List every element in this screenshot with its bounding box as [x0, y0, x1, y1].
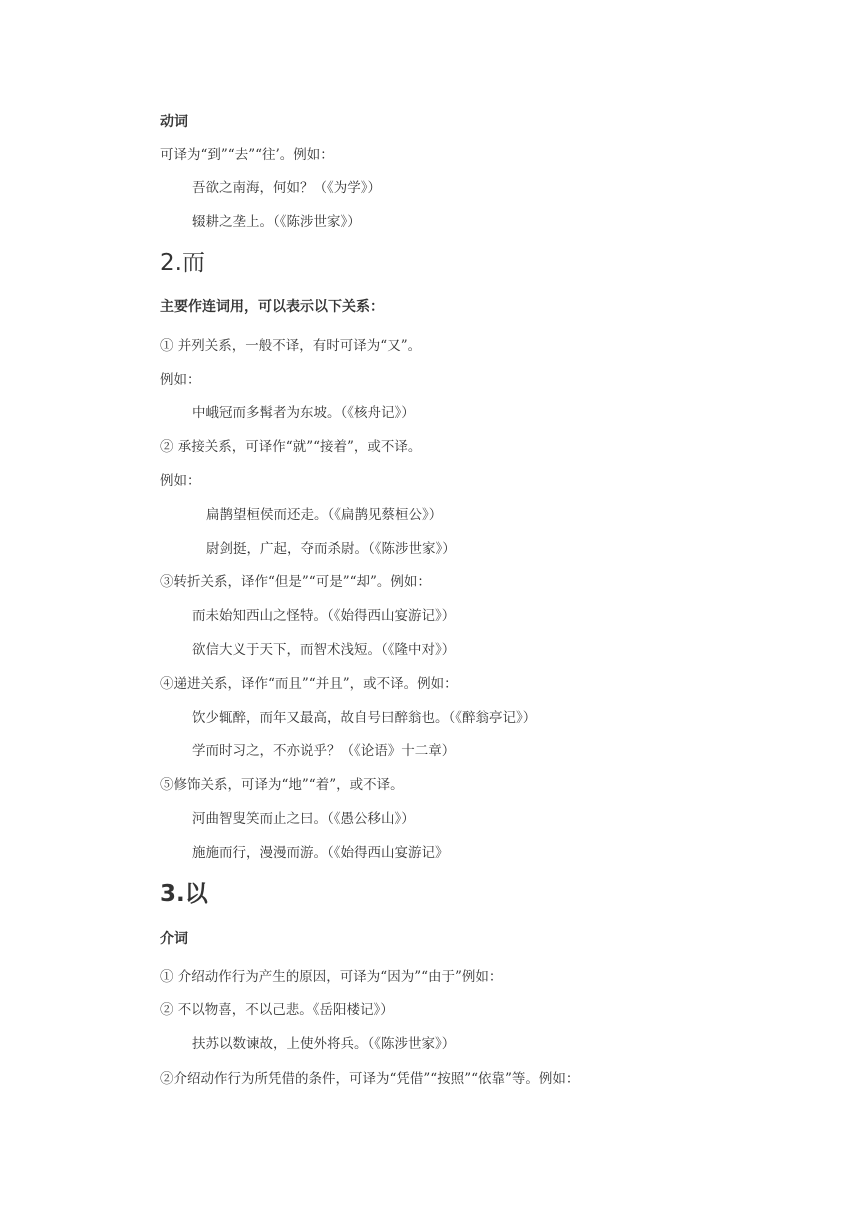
example-line: 扶苏以数谏故，上使外将兵。（《陈涉世家》）	[192, 1036, 456, 1052]
example-line: 扁鹊望桓侯而还走。（《扁鹊见蔡桓公》）	[206, 507, 443, 523]
example-line: 尉剑挺，广起，夺而杀尉。（《陈涉世家》）	[206, 541, 456, 557]
paragraph-line: ② 不以物喜，不以己悲。《岳阳楼记》）	[160, 1002, 394, 1018]
section-heading-yi: 3.以	[160, 881, 208, 907]
section-heading-er: 2.而	[160, 250, 205, 276]
example-line: 欲信大义于天下，而智术浅短。（《隆中对》）	[192, 642, 456, 658]
example-line: 河曲智叟笑而止之曰。（《愚公移山》）	[192, 811, 415, 827]
paragraph-line: ②介绍动作行为所凭借的条件，可译为“凭借”“按照”“依靠”等。例如：	[160, 1071, 580, 1087]
example-line: 而未始知西山之怪特。（《始得西山宴游记》）	[192, 608, 456, 624]
paragraph-line: ③转折关系，译作“但是”“可是”“却”。例如：	[160, 574, 431, 590]
example-line: 学而时习之，不亦说乎？（《论语》十二章）	[192, 743, 456, 759]
paragraph-line: ② 承接关系，可译作“就”“接着”，或不译。	[160, 439, 422, 455]
heading-preposition: 介词	[160, 931, 188, 947]
paragraph-line: ⑤修饰关系，可译为“地”“着”，或不译。	[160, 777, 404, 793]
example-line: 施施而行，漫漫而游。（《始得西山宴游记》	[192, 845, 449, 861]
paragraph-line: ④递进关系，译作“而且”“并且”，或不译。例如：	[160, 676, 458, 692]
paragraph-line: ① 并列关系，一般不译，有时可译为“又”。	[160, 338, 422, 354]
paragraph-line: 例如：	[160, 473, 201, 489]
example-line: 吾欲之南海，何如？（《为学》）	[192, 180, 381, 196]
paragraph-line: ① 介绍动作行为产生的原因，可译为“因为”“由于”例如：	[160, 969, 503, 985]
subheading-conjunction: 主要作连词用，可以表示以下关系：	[160, 299, 384, 315]
example-line: 辍耕之垄上。（《陈涉世家》）	[192, 214, 361, 230]
paragraph-line: 可译为“到”“去”“往’。例如：	[160, 147, 334, 163]
example-line: 中峨冠而多髯者为东坡。（《核舟记》）	[192, 405, 415, 421]
heading-verb: 动词	[160, 114, 188, 130]
paragraph-line: 例如：	[160, 372, 201, 388]
example-line: 饮少辄醉，而年又最高，故自号曰醉翁也。（《醉翁亭记》）	[192, 710, 537, 726]
